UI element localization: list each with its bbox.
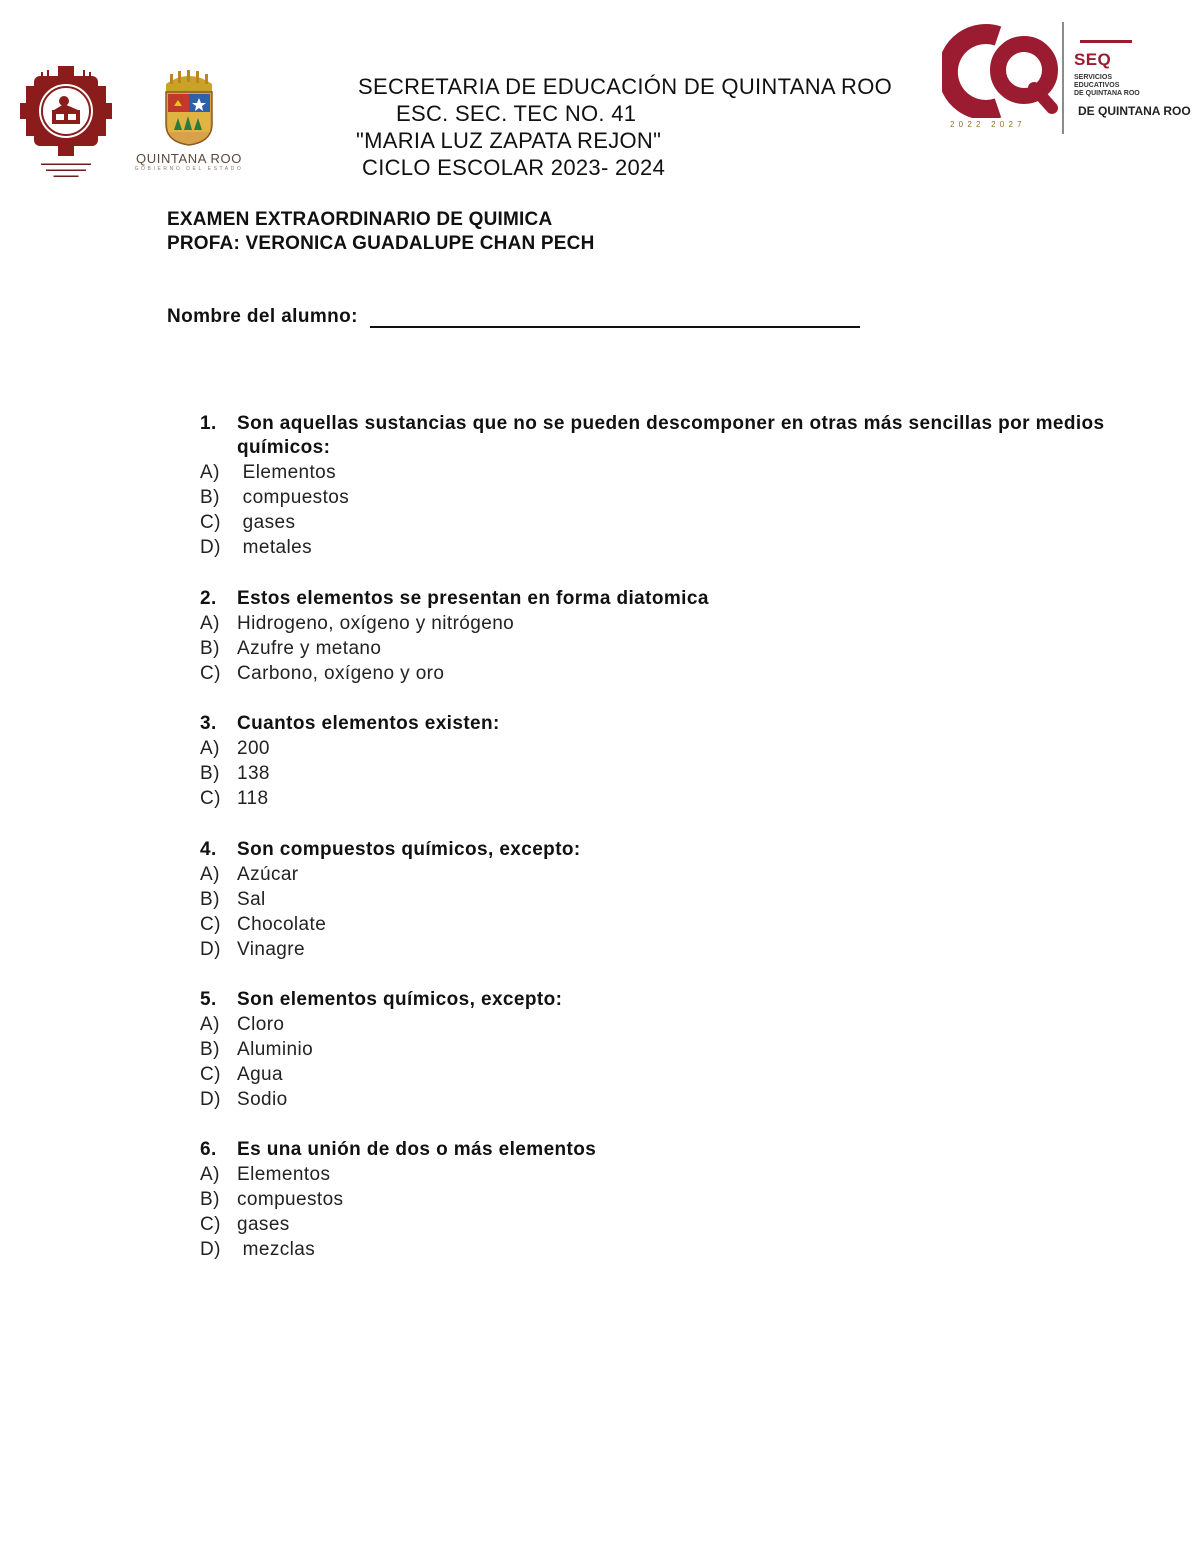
question-text: Cuantos elementos existen: (237, 713, 500, 734)
option-a[interactable] (200, 611, 1140, 636)
question-text: Estos elementos se presentan en forma diatomica (237, 588, 709, 609)
option-b[interactable] (200, 485, 1140, 510)
option-letter: D) (200, 939, 221, 960)
option-text: Agua (237, 1064, 283, 1085)
header-line-school-name: "MARIA LUZ ZAPATA REJON" (356, 128, 662, 153)
option-text: Sal (237, 889, 266, 910)
option-text: mezclas (237, 1239, 316, 1260)
seq-logo (942, 22, 1200, 140)
option-d[interactable] (200, 1237, 1140, 1262)
question-text: Son aquellas sustancias que no se pueden descomponer en otras más sencillas por medios químicos: (237, 413, 1105, 458)
qroo-logo-sublabel: GOBIERNO DEL ESTADO (134, 166, 244, 172)
option-letter: C) (200, 914, 221, 935)
option-letter: A) (200, 738, 220, 759)
option-text: Hidrogeno, oxígeno y nitrógeno (237, 613, 515, 634)
question-1 (200, 412, 1140, 560)
school-seal-logo (20, 66, 112, 179)
question-text: Son compuestos químicos, excepto: (237, 839, 581, 860)
question-number: 2. (200, 588, 217, 609)
header-line-school: ESC. SEC. TEC NO. 41 (396, 101, 637, 126)
question-4 (200, 838, 1140, 962)
option-text: Azufre y metano (237, 638, 382, 659)
question-heading (200, 988, 1140, 1012)
student-name-label: Nombre del alumno: (167, 306, 358, 327)
question-number: 3. (200, 713, 217, 734)
option-text: compuestos (237, 487, 350, 508)
option-text: Azúcar (237, 864, 299, 885)
option-c[interactable] (200, 661, 1140, 686)
option-letter: A) (200, 864, 220, 885)
question-number: 5. (200, 989, 217, 1010)
option-b[interactable] (200, 887, 1140, 912)
option-letter: D) (200, 1239, 221, 1260)
option-a[interactable] (200, 460, 1140, 485)
exam-title: EXAMEN EXTRAORDINARIO DE QUIMICA (167, 209, 553, 230)
seal-caption: ▬▬▬▬▬▬▬▬▬▬ ▬▬▬▬▬▬▬▬ ▬▬▬▬▬ (41, 161, 91, 179)
option-a[interactable] (200, 1162, 1140, 1187)
seq-years: 2 0 2 2 2 0 2 7 (950, 120, 1023, 129)
question-text: Es una unión de dos o más elementos (237, 1139, 597, 1160)
seq-small-text-2: EDUCATIVOS (1074, 82, 1120, 89)
option-letter: B) (200, 487, 220, 508)
option-b[interactable] (200, 761, 1140, 786)
option-text: Elementos (237, 1164, 331, 1185)
exam-teacher: PROFA: VERONICA GUADALUPE CHAN PECH (167, 233, 595, 254)
quintana-roo-logo (130, 70, 248, 170)
question-heading (200, 412, 1140, 460)
coat-of-arms-icon (130, 70, 248, 146)
option-letter: C) (200, 788, 221, 809)
seq-region-label: DE QUINTANA ROO (1078, 104, 1191, 118)
option-letter: B) (200, 1039, 220, 1060)
option-letter: A) (200, 1014, 220, 1035)
option-letter: B) (200, 889, 220, 910)
option-a[interactable] (200, 1012, 1140, 1037)
header-line-secretaria: SECRETARIA DE EDUCACIÓN DE QUINTANA ROO (358, 74, 893, 99)
option-d[interactable] (200, 1087, 1140, 1112)
cq-anniversary-icon (942, 22, 1060, 118)
header-line-cycle: CICLO ESCOLAR 2023- 2024 (362, 155, 666, 180)
option-text: Sodio (237, 1089, 288, 1110)
seq-divider (1062, 22, 1064, 134)
option-letter: A) (200, 462, 220, 483)
question-heading (200, 1138, 1140, 1162)
option-text: Carbono, oxígeno y oro (237, 663, 445, 684)
option-letter: D) (200, 537, 221, 558)
option-c[interactable] (200, 912, 1140, 937)
option-letter: C) (200, 512, 221, 533)
option-text: 138 (237, 763, 270, 784)
question-text: Son elementos químicos, excepto: (237, 989, 563, 1010)
option-b[interactable] (200, 1037, 1140, 1062)
question-heading (200, 587, 1140, 611)
option-text: gases (237, 512, 296, 533)
seq-small-text-1: SERVICIOS (1074, 74, 1112, 81)
question-2 (200, 587, 1140, 686)
question-heading (200, 838, 1140, 862)
question-number: 6. (200, 1139, 217, 1160)
option-text: compuestos (237, 1189, 344, 1210)
question-heading (200, 712, 1140, 736)
option-text: Vinagre (237, 939, 305, 960)
option-letter: C) (200, 1064, 221, 1085)
seq-small-text-3: DE QUINTANA ROO (1074, 90, 1140, 97)
option-text: 118 (237, 788, 269, 809)
option-letter: A) (200, 613, 220, 634)
gear-seal-icon (20, 66, 112, 156)
option-c[interactable] (200, 786, 1140, 811)
option-c[interactable] (200, 510, 1140, 535)
student-name-row (167, 306, 860, 328)
seq-title: SEQ (1074, 50, 1112, 69)
student-name-field[interactable] (370, 306, 860, 328)
question-number: 4. (200, 839, 217, 860)
option-text: Elementos (237, 462, 337, 483)
option-text: Chocolate (237, 914, 327, 935)
question-5 (200, 988, 1140, 1112)
question-3 (200, 712, 1140, 811)
option-letter: C) (200, 663, 221, 684)
option-c[interactable] (200, 1062, 1140, 1087)
option-text: metales (237, 537, 313, 558)
option-text: Aluminio (237, 1039, 314, 1060)
option-d[interactable] (200, 535, 1140, 560)
option-letter: B) (200, 638, 220, 659)
option-letter: B) (200, 763, 220, 784)
question-6 (200, 1138, 1140, 1262)
option-d[interactable] (200, 937, 1140, 962)
seq-top-rule (1080, 40, 1132, 43)
option-letter: C) (200, 1214, 221, 1235)
question-number: 1. (200, 413, 217, 434)
option-letter: D) (200, 1089, 221, 1110)
option-text: gases (237, 1214, 290, 1235)
option-b[interactable] (200, 636, 1140, 661)
option-letter: B) (200, 1189, 220, 1210)
option-text: Cloro (237, 1014, 285, 1035)
qroo-logo-label: QUINTANA ROO (136, 151, 242, 166)
option-a[interactable] (200, 736, 1140, 761)
option-b[interactable] (200, 1187, 1140, 1212)
option-a[interactable] (200, 862, 1140, 887)
option-letter: A) (200, 1164, 220, 1185)
option-c[interactable] (200, 1212, 1140, 1237)
option-text: 200 (237, 738, 270, 759)
